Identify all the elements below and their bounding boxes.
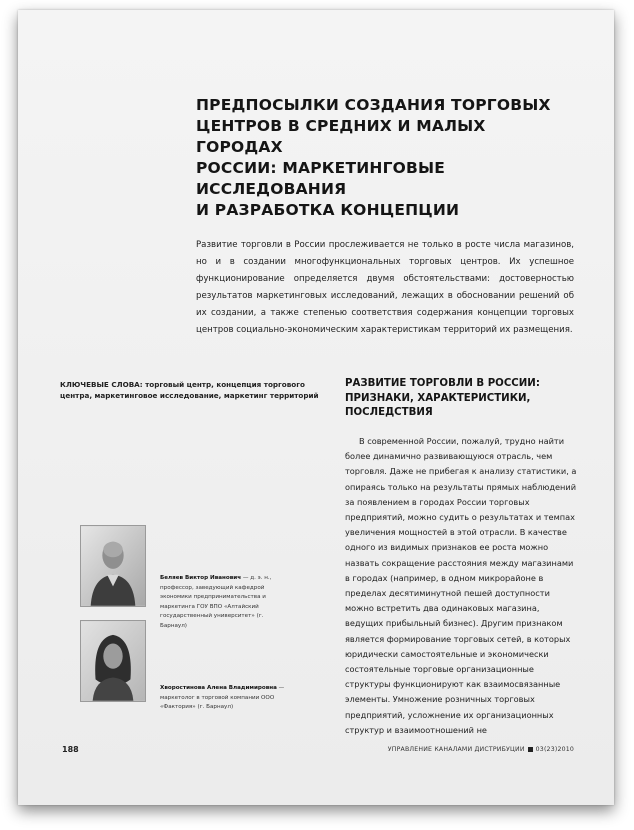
author-photo — [80, 525, 146, 607]
page-number: 188 — [62, 745, 79, 754]
author-photo-image — [81, 621, 145, 701]
article-abstract: Развитие торговли в России прослеживается не только в росте числа магазинов, но и в создании многофункциональных торговых центров. Их успешное функционирование определяется двумя обстоятельствами: достоверностью результатов маркетинговых исследований, лежащих в обосновании решений об их создании, а также степенью соответствия содержания концепции торговых центров социально-экономическим характеристикам территорий их размещения. — [196, 240, 574, 335]
journal-name: УПРАВЛЕНИЕ КАНАЛАМИ ДИСТРИБУЦИИ — [387, 746, 525, 753]
section-heading: РАЗВИТИЕ ТОРГОВЛИ В РОССИИ: ПРИЗНАКИ, ХАРАКТЕРИСТИКИ, ПОСЛЕДСТВИЯ — [345, 378, 540, 418]
author-name: Хворостинова Алена Владимировна — [160, 685, 277, 691]
author-description: — маркетолог в торговой компании ООО «Фактория» (г. Барнаул) — [160, 685, 285, 710]
author-photo — [80, 620, 146, 702]
author-photo-image — [81, 526, 145, 606]
keywords-label: КЛЮЧЕВЫЕ СЛОВА: — [60, 380, 143, 389]
square-bullet-icon — [528, 747, 533, 752]
author-name: Беляев Виктор Иванович — [160, 575, 242, 581]
author-description: — д. э. н., профессор, заведующий кафедрой экономики предпринимательства и маркетинга ГОУ ВПО «Алтайский государственный университет» (г. Барнаул) — [160, 575, 272, 629]
author-bio — [160, 684, 290, 713]
journal-footer — [388, 746, 574, 753]
journal-issue: 03(23)2010 — [535, 746, 574, 753]
body-text: В современной России, пожалуй, трудно найти более динамично развивающуюся отрасль, чем торговля. Даже не прибегая к анализу статистики, а опираясь только на результаты прямых наблюдений за появлением в городах России торговых предприятий, можно судить о результатах и темпах увеличения мощностей в этой отрасли. В качестве одного из видимых признаков ее роста можно назвать сокращение расстояния между магазинами в городах (например, в одном микрорайоне в пределах десятиминутной пешей доступности можно встретить два одинаковых магазина, ведущих прибыльный бизнес). Другим признаком является формирование торговых сетей, в которых юридически самостоятельные и экономически состоятельные торговые организационные структуры функционируют как взаимосвязанные элементы. Умножение розничных торговых предприятий, усложнение их организационных структур и взаимоотношений не — [345, 436, 577, 735]
author-bio — [160, 574, 290, 631]
keywords-text: торговый центр, концепция торгового центра, маркетинговое исследование, маркетинг территорий — [60, 380, 319, 400]
article-title: ПРЕДПОСЫЛКИ СОЗДАНИЯ ТОРГОВЫХ ЦЕНТРОВ В СРЕДНИХ И МАЛЫХ ГОРОДАХ РОССИИ: МАРКЕТИНГОВЫЕ ИССЛЕДОВАНИЯ И РАЗРАБОТКА КОНЦЕПЦИИ — [196, 96, 551, 219]
keywords — [60, 379, 326, 401]
